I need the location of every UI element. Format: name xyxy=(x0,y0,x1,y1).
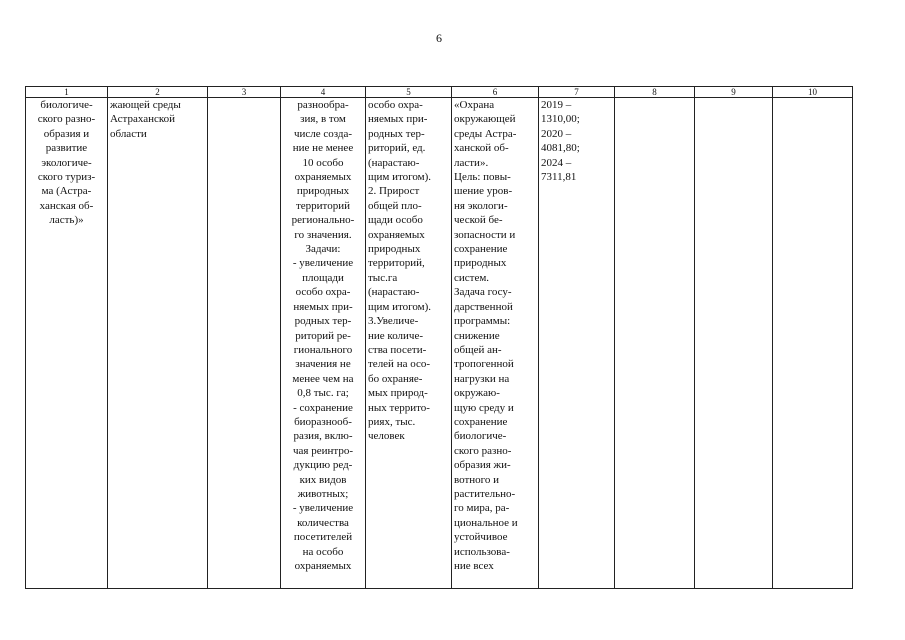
column-header-5: 5 xyxy=(366,87,452,98)
column-header-9: 9 xyxy=(695,87,773,98)
column-header-4: 4 xyxy=(281,87,366,98)
program-table xyxy=(25,86,853,589)
cell-col8 xyxy=(615,98,695,589)
column-header-2: 2 xyxy=(108,87,208,98)
cell-col3 xyxy=(208,98,281,589)
cell-state-program: «Охрана окружающей среды Астра- ханской об- ласти». Цель: повы- шение уров- ня экологи- ческой бе- зопасности и сохранение природных систем. Задача госу- дарственной программы: снижение общей ан- тропогенной нагрузки на окружаю- щую среду и сохранение биологиче- ского разно- образия жи- вотного и растительно- го мира, ра- циональное и устойчивое использова- ние всех xyxy=(452,98,539,589)
cell-goals-tasks: разнообра- зия, в том числе созда- ние не менее 10 особо охраняемых природных территорий регионально- го значения. Задачи: - увеличение площади особо охра- няемых при- родных тер- риторий ре- гионального значения не менее чем на 0,8 тыс. га; - сохранение биоразнооб- разия, вклю- чая реинтро- дукцию ред- ких видов животных; - увеличение количества посетителей на особо охраняемых xyxy=(281,98,366,589)
cell-indicators: особо охра- няемых при- родных тер- риторий, ед. (нарастаю- щим итогом). 2. Прирост общей пло- щади особо охраняемых природных территорий, тыс.га (нарастаю- щим итогом). 3.Увеличе- ние количе- ства посети- телей на осо- бо охраняе- мых природ- ных террито- риях, тыс. человек xyxy=(366,98,452,589)
cell-col9 xyxy=(695,98,773,589)
page-number: 6 xyxy=(436,31,442,45)
column-header-6: 6 xyxy=(452,87,539,98)
cell-funding: 2019 – 1310,00; 2020 – 4081,80; 2024 – 7311,81 xyxy=(539,98,615,589)
column-header-1: 1 xyxy=(26,87,108,98)
column-header-7: 7 xyxy=(539,87,615,98)
header-row xyxy=(26,87,853,98)
column-header-10: 10 xyxy=(773,87,853,98)
cell-program-name: биологиче- ского разно- образия и развитие экологиче- ского туриз- ма (Астра- ханская об- ласть)» xyxy=(26,98,108,589)
table-row xyxy=(26,98,853,589)
column-header-3: 3 xyxy=(208,87,281,98)
cell-col10 xyxy=(773,98,853,589)
cell-responsible-body: жающей среды Астраханской области xyxy=(108,98,208,589)
column-header-8: 8 xyxy=(615,87,695,98)
